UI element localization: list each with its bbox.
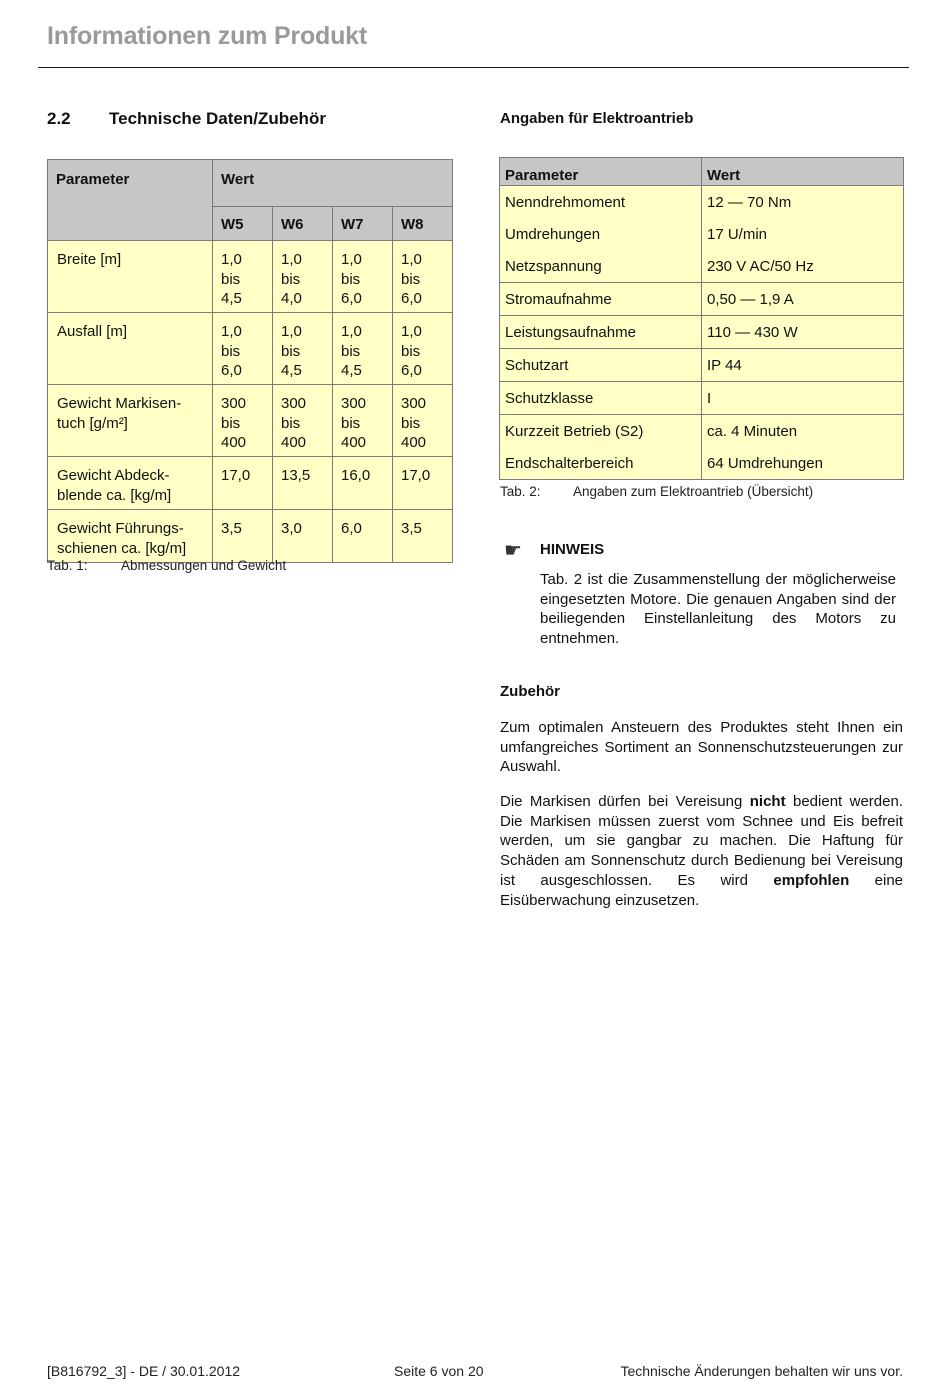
- table-row: [500, 316, 904, 349]
- motor-table-heading: Angaben für Elektroantrieb: [500, 110, 694, 127]
- table1-param-gewicht-tuch: Gewicht Markisen- tuch [g/m²]: [48, 385, 213, 457]
- table1-cell: 17,0: [393, 457, 453, 510]
- table1-col-w6: W6: [273, 207, 333, 241]
- table2-param: Umdrehungen: [500, 218, 702, 250]
- table2-value: 110 — 430 W: [702, 316, 904, 349]
- table1-cell: 6,0: [333, 510, 393, 563]
- table1-cell: 1,0 bis 6,0: [393, 241, 453, 313]
- table2-param: Endschalterbereich: [500, 447, 702, 480]
- table2-value: I: [702, 382, 904, 415]
- table1-param-gewicht-schienen: Gewicht Führungs- schienen ca. [kg/m]: [48, 510, 213, 563]
- table2-param: Nenndrehmoment: [500, 186, 702, 219]
- table1-cell: 1,0 bis 4,5: [333, 313, 393, 385]
- table2-caption-label: Tab. 2:: [500, 484, 541, 499]
- table1-col-w5: W5: [213, 207, 273, 241]
- page-header-title: Informationen zum Produkt: [47, 22, 368, 50]
- table2-value: 64 Umdrehungen: [702, 447, 904, 480]
- table-row: [48, 313, 453, 385]
- table2-param: Leistungsaufnahme: [500, 316, 702, 349]
- table1-cell: 16,0: [333, 457, 393, 510]
- table1-param-breite: Breite [m]: [48, 241, 213, 313]
- table1-cell: 300 bis 400: [213, 385, 273, 457]
- table1-cell: 300 bis 400: [273, 385, 333, 457]
- header-divider: [38, 67, 909, 68]
- table1-caption-label: Tab. 1:: [47, 558, 88, 573]
- table2-value: 17 U/min: [702, 218, 904, 250]
- table2-param: Schutzart: [500, 349, 702, 382]
- table1-cell: 17,0: [213, 457, 273, 510]
- table1-cell: 1,0 bis 6,0: [333, 241, 393, 313]
- table1-cell: 300 bis 400: [333, 385, 393, 457]
- table1-cell: 1,0 bis 6,0: [213, 313, 273, 385]
- table1-param-gewicht-blende: Gewicht Abdeck- blende ca. [kg/m]: [48, 457, 213, 510]
- table1-cell: 13,5: [273, 457, 333, 510]
- table2-caption-text: Angaben zum Elektroantrieb (Übersicht): [573, 484, 814, 499]
- table-row: [500, 447, 904, 480]
- table1-cell: 1,0 bis 4,5: [273, 313, 333, 385]
- table-row: [48, 241, 453, 313]
- table2-value: 12 — 70 Nm: [702, 186, 904, 219]
- footer-doc-id: [B816792_3] - DE / 30.01.2012: [47, 1363, 241, 1379]
- table1-col-w8: W8: [393, 207, 453, 241]
- table1-cell: 3,5: [393, 510, 453, 563]
- table1-header-parameter: Parameter: [48, 160, 213, 241]
- emphasis-empfohlen: empfohlen: [773, 871, 850, 889]
- footer-page-number: Seite 6 von 20: [394, 1363, 484, 1379]
- table1-cell: 1,0 bis 4,0: [273, 241, 333, 313]
- table1-cell: 1,0 bis 4,5: [213, 241, 273, 313]
- table-row: [500, 283, 904, 316]
- table-row: [500, 250, 904, 283]
- table-row: [500, 186, 904, 219]
- table-row: [48, 457, 453, 510]
- footer-notice: Technische Änderungen behalten wir uns vor.: [620, 1363, 903, 1379]
- table1-header-value: Wert: [213, 160, 453, 207]
- table-row: [48, 385, 453, 457]
- table1-cell: 3,0: [273, 510, 333, 563]
- table2-param: Schutzklasse: [500, 382, 702, 415]
- table2-caption: [500, 484, 813, 499]
- motor-table: [499, 157, 904, 480]
- table1-caption: [47, 558, 286, 573]
- zubehoer-paragraph-1: Zum optimalen Ansteuern des Produktes steht Ihnen ein umfangreiches Sortiment an Sonnenschutzsteuerungen zur Auswahl.: [500, 719, 903, 776]
- table2-param: Netzspannung: [500, 250, 702, 283]
- table1-cell: 3,5: [213, 510, 273, 563]
- hinweis-text: Tab. 2 ist die Zusammenstellung der möglicherweise eingesetzten Motore. Die genauen Angaben sind der beiliegenden Einstellanleitung des Motors zu entnehmen.: [540, 571, 896, 648]
- table2-value: 230 V AC/50 Hz: [702, 250, 904, 283]
- table-row: [48, 510, 453, 563]
- table2-value: IP 44: [702, 349, 904, 382]
- table2-param: Stromaufnahme: [500, 283, 702, 316]
- dimensions-table: [47, 159, 453, 563]
- table-row: [500, 382, 904, 415]
- table2-header-parameter: Parameter: [500, 158, 702, 186]
- table2-param: Kurzzeit Betrieb (S2): [500, 415, 702, 448]
- table1-col-w7: W7: [333, 207, 393, 241]
- table2-header-value: Wert: [702, 158, 904, 186]
- zubehoer-paragraph-2: Die Markisen dürfen bei Vereisung nicht bedient werden. Die Markisen müssen zuerst vom Schnee und Eis befreit werden, um sie gangbar zu machen. Die Haftung für Schäden am Sonnenschutz durch Bedienung bei Vereisung ist ausgeschlossen. Es wird empfohlen eine Eisüberwachung einzusetzen.: [500, 793, 904, 909]
- section-title: Technische Daten/Zubehör: [109, 109, 326, 128]
- table-row: [500, 349, 904, 382]
- zubehoer-title: Zubehör: [500, 683, 560, 700]
- section-number: 2.2: [47, 109, 71, 128]
- table2-value: ca. 4 Minuten: [702, 415, 904, 448]
- table1-cell: 300 bis 400: [393, 385, 453, 457]
- pointing-hand-icon: ☛: [504, 540, 522, 562]
- table-row: [500, 218, 904, 250]
- table1-cell: 1,0 bis 6,0: [393, 313, 453, 385]
- emphasis-nicht: nicht: [749, 793, 786, 810]
- table-row: [500, 415, 904, 448]
- table2-value: 0,50 — 1,9 A: [702, 283, 904, 316]
- hinweis-label: HINWEIS: [540, 541, 605, 558]
- table1-caption-text: Abmessungen und Gewicht: [121, 558, 287, 573]
- table1-param-ausfall: Ausfall [m]: [48, 313, 213, 385]
